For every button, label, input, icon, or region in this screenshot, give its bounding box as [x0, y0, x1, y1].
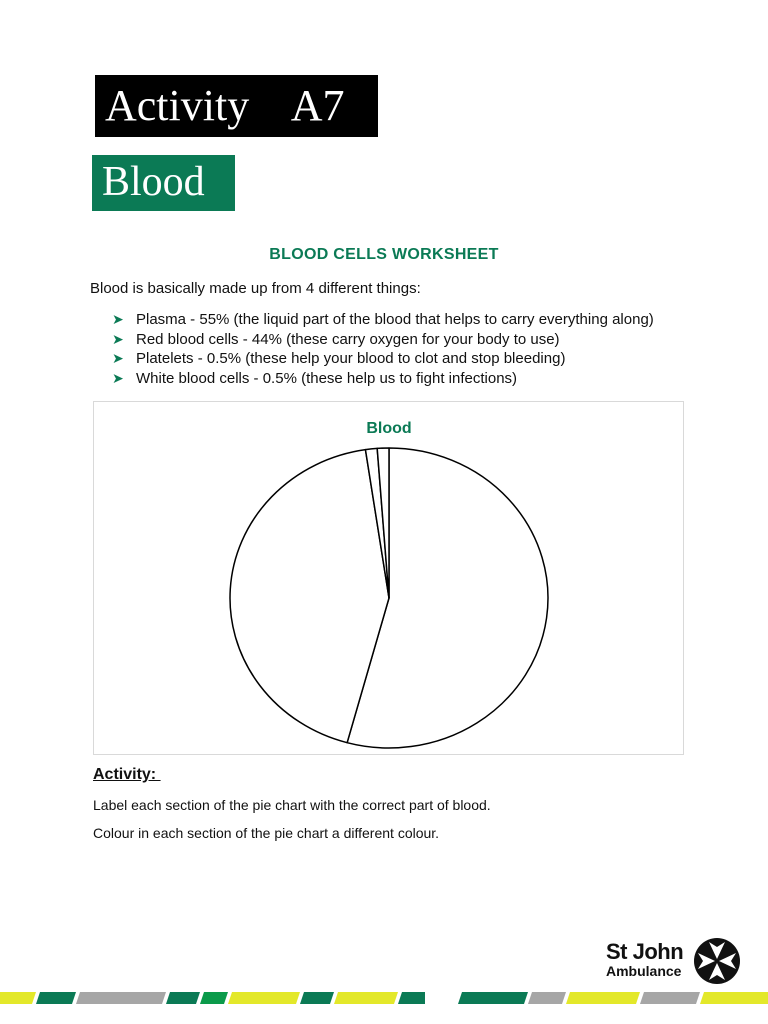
logo-line1: St John	[606, 939, 684, 964]
topic-title: Blood	[92, 155, 235, 211]
pie-chart-panel	[93, 401, 684, 755]
arrow-bullet-icon: ➤	[112, 311, 124, 327]
arrow-bullet-icon: ➤	[112, 369, 124, 386]
footer-stripe	[0, 992, 768, 1004]
list-item	[112, 330, 654, 350]
st-john-logo-text	[606, 941, 683, 979]
instruction-label: Label each section of the pie chart with the correct part of blood.	[93, 797, 491, 813]
arrow-bullet-icon: ➤	[112, 330, 124, 347]
activity-title: Activity A7	[95, 75, 378, 137]
list-item	[112, 349, 654, 369]
list-item-text: Red blood cells - 44% (these carry oxygen for your body to use)	[136, 330, 560, 348]
intro-text: Blood is basically made up from 4 different things:	[90, 280, 421, 297]
pie-chart	[94, 402, 685, 756]
list-item	[112, 310, 654, 330]
worksheet-heading: BLOOD CELLS WORKSHEET	[269, 246, 499, 263]
instruction-colour: Colour in each section of the pie chart a different colour.	[93, 825, 440, 841]
list-item	[112, 369, 654, 389]
logo-line2: Ambulance	[606, 963, 682, 979]
chart-title: Blood	[366, 420, 412, 437]
blood-components-list	[112, 310, 654, 388]
list-item-text: Platelets - 0.5% (these help your blood to clot and stop bleeding)	[136, 350, 566, 367]
arrow-bullet-icon: ➤	[112, 350, 124, 366]
list-item-text: Plasma - 55% (the liquid part of the blood that helps to carry everything along)	[136, 311, 654, 328]
maltese-cross-icon	[693, 937, 741, 985]
activity-heading: Activity:	[93, 766, 161, 783]
list-item-text: White blood cells - 0.5% (these help us to fight infections)	[136, 369, 518, 387]
